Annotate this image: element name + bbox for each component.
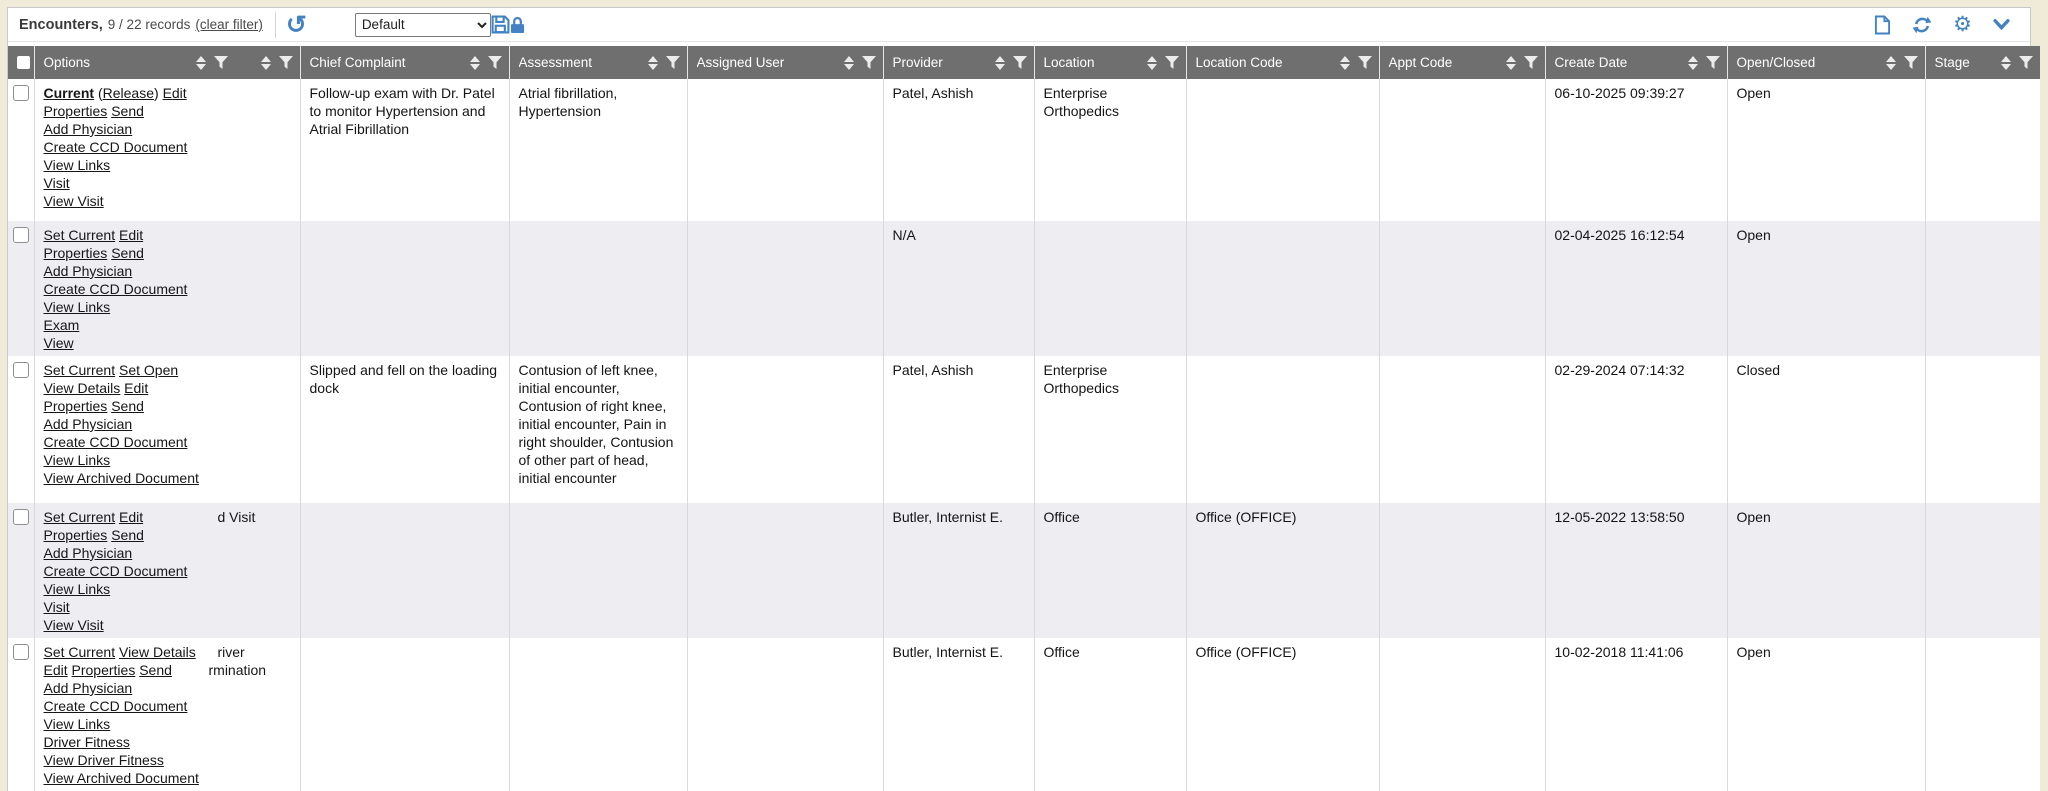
- clipped-text: river: [217, 644, 245, 660]
- cell-stage: [1925, 79, 2040, 221]
- header-inner-chief-complaint: [310, 55, 502, 70]
- sort-icon[interactable]: [1340, 56, 1350, 70]
- nav-prev-icon[interactable]: ‹: [307, 16, 325, 34]
- sort-up-arrow: [844, 56, 854, 62]
- options-line: [44, 616, 292, 634]
- sort-icon[interactable]: [1688, 56, 1698, 70]
- cell-checkbox: [8, 638, 34, 791]
- column-label: Options: [43, 55, 91, 70]
- sort-filter-group: [1340, 56, 1372, 70]
- sort-icon[interactable]: [1506, 56, 1516, 70]
- cell-checkbox: [8, 221, 34, 356]
- row-checkbox[interactable]: [13, 227, 29, 243]
- option-link-send[interactable]: Send: [111, 527, 144, 543]
- filter-icon[interactable]: [666, 56, 680, 69]
- select-all-header[interactable]: [8, 46, 34, 79]
- option-link-add-physician[interactable]: Add Physician: [43, 680, 133, 696]
- filter-icon[interactable]: [1013, 56, 1027, 69]
- sort-icon[interactable]: [844, 56, 854, 70]
- cell-options: [34, 79, 300, 221]
- cell-assigned-user: [687, 638, 883, 791]
- options-line: [44, 397, 292, 415]
- column-label: Location: [1043, 55, 1095, 70]
- sort-down-arrow: [196, 64, 206, 70]
- clipped-text: d Visit: [217, 509, 256, 525]
- cell-assigned-user: [687, 79, 883, 221]
- sort-down-arrow: [1147, 64, 1157, 70]
- cell-assessment: [509, 221, 687, 356]
- sort-filter-group: [1147, 56, 1179, 70]
- view-select[interactable]: [355, 13, 491, 37]
- option-link-view-links[interactable]: View Links: [43, 157, 111, 173]
- sort-filter-group: [470, 56, 502, 70]
- row-checkbox[interactable]: [13, 644, 29, 660]
- column-label: Assigned User: [696, 55, 785, 70]
- options-line: [44, 733, 292, 751]
- options-line: [44, 451, 292, 469]
- option-link-send[interactable]: Send: [111, 245, 144, 261]
- filter-icon[interactable]: [1165, 56, 1179, 69]
- lock-icon[interactable]: [510, 16, 525, 34]
- toolbar: [8, 8, 2030, 42]
- sort-down-arrow: [2001, 64, 2011, 70]
- sort-up-arrow: [995, 56, 1005, 62]
- column-label: Provider: [892, 55, 943, 70]
- option-link-properties[interactable]: Properties: [43, 527, 108, 543]
- option-link-edit[interactable]: Edit: [118, 227, 144, 243]
- cell-assessment: Atrial fibrillation, Hypertension: [509, 79, 687, 221]
- option-link-set-current[interactable]: Set Current: [43, 644, 116, 660]
- options-line: [44, 526, 292, 544]
- option-link-visit[interactable]: Visit: [43, 599, 70, 615]
- header-inner-create-date: [1555, 55, 1720, 70]
- sort-down-arrow: [261, 64, 271, 70]
- option-link-view-links[interactable]: View Links: [43, 581, 111, 597]
- header-inner-appt-code: [1389, 55, 1538, 70]
- cell-location-code: [1186, 221, 1379, 356]
- encounters-table: [8, 46, 2040, 791]
- cell-provider: Butler, Internist E.: [883, 638, 1034, 791]
- option-link-set-current[interactable]: Set Current: [43, 227, 116, 243]
- column-label: Appt Code: [1388, 55, 1453, 70]
- option-link-view-visit[interactable]: View Visit: [43, 617, 104, 633]
- option-link-driver-fitness[interactable]: Driver Fitness: [43, 734, 130, 750]
- cell-chief-complaint: [300, 638, 509, 791]
- sort-filter-group: [995, 56, 1027, 70]
- options-line: [44, 244, 292, 262]
- option-link-create-ccd-document[interactable]: Create CCD Document: [43, 139, 188, 155]
- options-line: [44, 697, 292, 715]
- header-inner-open-closed: [1737, 55, 1918, 70]
- options-line: [44, 298, 292, 316]
- option-link-create-ccd-document[interactable]: Create CCD Document: [43, 698, 188, 714]
- cell-stage: [1925, 356, 2040, 503]
- cell-location: Enterprise Orthopedics: [1034, 79, 1186, 221]
- chevron-down-icon[interactable]: [1993, 19, 2010, 30]
- option-link-send[interactable]: Send: [111, 398, 144, 414]
- sort-filter-group: [844, 56, 876, 70]
- sort-down-arrow: [995, 64, 1005, 70]
- option-link-add-physician[interactable]: Add Physician: [43, 416, 133, 432]
- header-row: [8, 46, 2040, 79]
- options-line: [44, 174, 292, 192]
- option-link-edit[interactable]: Edit: [43, 662, 68, 678]
- option-link-add-physician[interactable]: Add Physician: [43, 545, 133, 561]
- options-line: [44, 562, 292, 580]
- cell-chief-complaint: [300, 503, 509, 638]
- cell-provider: Butler, Internist E.: [883, 503, 1034, 638]
- nav-next-icon[interactable]: ›: [325, 16, 343, 34]
- header-inner-assessment: [519, 55, 680, 70]
- filter-icon[interactable]: [1904, 56, 1918, 69]
- column-header-options[interactable]: [34, 46, 300, 79]
- option-link-properties[interactable]: Properties: [71, 662, 136, 678]
- table-row: [8, 638, 2040, 791]
- page-title: Encounters,: [19, 16, 103, 33]
- options-line: [44, 138, 292, 156]
- option-link-release[interactable]: Release: [102, 85, 154, 101]
- encounters-panel: [7, 7, 2031, 791]
- header-inner-assigned-user: [697, 55, 876, 70]
- sort-filter-group: [1688, 56, 1720, 70]
- sort-up-arrow: [1147, 56, 1157, 62]
- cell-chief-complaint: Follow-up exam with Dr. Patel to monitor Hypertension and Atrial Fibrillation: [300, 79, 509, 221]
- cell-location-code: Office (OFFICE): [1186, 503, 1379, 638]
- sort-icon[interactable]: [1147, 56, 1157, 70]
- cell-assigned-user: [687, 356, 883, 503]
- filter-icon[interactable]: [2019, 56, 2033, 69]
- gear-icon[interactable]: ⚙: [1953, 12, 1972, 36]
- sort-up-arrow: [1886, 56, 1896, 62]
- sort-icon[interactable]: [261, 56, 271, 70]
- sort-down-arrow: [470, 64, 480, 70]
- option-link-view-links[interactable]: View Links: [43, 452, 111, 468]
- options-line: [44, 334, 292, 352]
- column-header-provider[interactable]: [883, 46, 1034, 79]
- sort-up-arrow: [648, 56, 658, 62]
- sort-icon[interactable]: [470, 56, 480, 70]
- row-checkbox[interactable]: [13, 85, 29, 101]
- sort-down-arrow: [1340, 64, 1350, 70]
- options-line: [44, 544, 292, 562]
- option-link-visit[interactable]: Visit: [43, 175, 70, 191]
- cell-checkbox: [8, 356, 34, 503]
- options-line: [44, 769, 292, 787]
- column-header-location[interactable]: [1034, 46, 1186, 79]
- option-link-create-ccd-document[interactable]: Create CCD Document: [43, 563, 188, 579]
- sort-filter-group: [2001, 56, 2033, 70]
- option-link-properties[interactable]: Properties: [43, 398, 108, 414]
- filter-icon[interactable]: [214, 56, 228, 69]
- cell-stage: [1925, 503, 2040, 638]
- options-line: [44, 598, 292, 616]
- select-all-checkbox[interactable]: [17, 56, 30, 69]
- option-link-view-visit[interactable]: View Visit: [43, 193, 104, 209]
- cell-create-date: 02-29-2024 07:14:32: [1545, 356, 1727, 503]
- sort-filter-group: [1886, 56, 1918, 70]
- cell-appt-code: [1379, 503, 1545, 638]
- sort-icon[interactable]: [1886, 56, 1896, 70]
- options-line: [44, 102, 292, 120]
- sort-filter-group: [648, 56, 680, 70]
- sort-up-arrow: [470, 56, 480, 62]
- toolbar-right-actions: [1874, 12, 2010, 36]
- options-line: [44, 433, 292, 451]
- sort-down-arrow: [648, 64, 658, 70]
- toolbar-divider: [275, 12, 276, 38]
- sort-filter-group: [196, 56, 228, 70]
- option-link-view-driver-fitness[interactable]: View Driver Fitness: [43, 752, 164, 768]
- option-link-set-current[interactable]: Set Current: [43, 509, 116, 525]
- cell-location-code: [1186, 356, 1379, 503]
- column-label: Stage: [1934, 55, 1970, 70]
- cell-chief-complaint: [300, 221, 509, 356]
- options-line: [44, 415, 292, 433]
- column-header-chief-complaint[interactable]: [300, 46, 509, 79]
- cell-create-date: 10-02-2018 11:41:06: [1545, 638, 1727, 791]
- header-inner-location-code: [1196, 55, 1372, 70]
- option-link-view-links[interactable]: View Links: [43, 716, 111, 732]
- option-link-properties[interactable]: Properties: [43, 245, 108, 261]
- sort-filter-group: [261, 56, 293, 70]
- header-inner-stage: [1935, 55, 2034, 70]
- column-header-assigned-user[interactable]: [687, 46, 883, 79]
- cell-location: Office: [1034, 638, 1186, 791]
- options-line: [44, 361, 292, 379]
- sort-up-arrow: [1688, 56, 1698, 62]
- cell-create-date: 12-05-2022 13:58:50: [1545, 503, 1727, 638]
- sort-icon[interactable]: [2001, 56, 2011, 70]
- header-inner-location: [1044, 55, 1179, 70]
- options-line: [44, 156, 292, 174]
- table-row: [8, 503, 2040, 638]
- filter-icon[interactable]: [1358, 56, 1372, 69]
- column-label: Chief Complaint: [309, 55, 406, 70]
- option-link-view-archived-document[interactable]: View Archived Document: [43, 770, 199, 786]
- option-link-view[interactable]: View: [43, 335, 74, 351]
- options-line: [44, 679, 292, 697]
- clipped-text: rmination: [208, 662, 267, 678]
- options-line: [44, 643, 292, 661]
- options-line: [44, 120, 292, 138]
- sort-up-arrow: [1340, 56, 1350, 62]
- options-line: [44, 262, 292, 280]
- option-link-view-details[interactable]: View Details: [43, 380, 121, 396]
- options-line: Current (Release) Edit: [43, 85, 187, 101]
- cell-open-closed: Open: [1727, 221, 1925, 356]
- cell-assessment: [509, 638, 687, 791]
- option-link-edit[interactable]: Edit: [162, 85, 187, 101]
- cell-location-code: [1186, 79, 1379, 221]
- options-line: [44, 379, 292, 397]
- cell-open-closed: Open: [1727, 503, 1925, 638]
- column-header-appt-code[interactable]: [1379, 46, 1545, 79]
- column-header-open-closed[interactable]: [1727, 46, 1925, 79]
- option-link-add-physician[interactable]: Add Physician: [43, 263, 133, 279]
- table-row: [8, 79, 2040, 221]
- filter-icon[interactable]: [488, 56, 502, 69]
- header-inner-options: [44, 55, 293, 70]
- option-link-edit[interactable]: Edit: [124, 380, 149, 396]
- column-label: Location Code: [1195, 55, 1283, 70]
- cell-appt-code: [1379, 221, 1545, 356]
- cell-stage: [1925, 221, 2040, 356]
- grid-wrap: [8, 46, 2030, 791]
- table-row: [8, 221, 2040, 356]
- save-view-icon[interactable]: [491, 15, 510, 34]
- options-line: [44, 280, 292, 298]
- column-header-create-date[interactable]: [1545, 46, 1727, 79]
- options-line: [44, 316, 292, 334]
- clear-filter-link[interactable]: (clear filter): [195, 17, 263, 32]
- cell-location-code: Office (OFFICE): [1186, 638, 1379, 791]
- cell-provider: N/A: [883, 221, 1034, 356]
- cell-create-date: 02-04-2025 16:12:54: [1545, 221, 1727, 356]
- refresh-icon[interactable]: [1912, 15, 1932, 35]
- cell-open-closed: Open: [1727, 79, 1925, 221]
- sort-icon[interactable]: [196, 56, 206, 70]
- sort-filter-group: [1506, 56, 1538, 70]
- options-line: [44, 226, 292, 244]
- column-header-stage[interactable]: [1925, 46, 2040, 79]
- option-link-create-ccd-document[interactable]: Create CCD Document: [43, 281, 188, 297]
- cell-provider: Patel, Ashish: [883, 356, 1034, 503]
- filter-icon[interactable]: [1524, 56, 1538, 69]
- option-link-view-archived-document[interactable]: View Archived Document: [43, 470, 199, 486]
- option-link-set-open[interactable]: Set Open: [118, 362, 179, 378]
- filter-icon[interactable]: [862, 56, 876, 69]
- cell-location: Enterprise Orthopedics: [1034, 356, 1186, 503]
- options-line: [44, 469, 292, 487]
- cell-create-date: 06-10-2025 09:39:27: [1545, 79, 1727, 221]
- cell-assigned-user: [687, 221, 883, 356]
- options-line: [44, 192, 292, 210]
- option-link-set-current[interactable]: Set Current: [43, 362, 116, 378]
- cell-options: [34, 503, 300, 638]
- sort-up-arrow: [196, 56, 206, 62]
- undo-icon[interactable]: ↺: [285, 10, 307, 39]
- cell-appt-code: [1379, 356, 1545, 503]
- options-line: [44, 580, 292, 598]
- cell-provider: Patel, Ashish: [883, 79, 1034, 221]
- cell-options: [34, 221, 300, 356]
- option-link-add-physician[interactable]: Add Physician: [43, 121, 133, 137]
- column-header-location-code[interactable]: [1186, 46, 1379, 79]
- cell-appt-code: [1379, 638, 1545, 791]
- option-link-current[interactable]: Current: [43, 85, 95, 101]
- cell-checkbox: [8, 503, 34, 638]
- column-header-assessment[interactable]: [509, 46, 687, 79]
- table-row: [8, 356, 2040, 503]
- option-link-edit[interactable]: Edit: [118, 509, 144, 525]
- header-inner-provider: [893, 55, 1027, 70]
- cell-open-closed: Open: [1727, 638, 1925, 791]
- option-link-properties[interactable]: Properties: [43, 103, 108, 119]
- option-link-view-details[interactable]: View Details: [118, 644, 196, 660]
- sort-icon[interactable]: [648, 56, 658, 70]
- option-link-send[interactable]: Send: [139, 662, 172, 678]
- cell-chief-complaint: Slipped and fell on the loading dock: [300, 356, 509, 503]
- column-label: Open/Closed: [1736, 55, 1816, 70]
- cell-open-closed: Closed: [1727, 356, 1925, 503]
- cell-assessment: [509, 503, 687, 638]
- cell-assessment: Contusion of left knee, initial encounter, Contusion of right knee, initial encounter, Pain in right shoulder, Contusion of other part of head, initial encounter: [509, 356, 687, 503]
- records-count: 9 / 22 records: [107, 17, 191, 32]
- cell-options: [34, 356, 300, 503]
- cell-stage: [1925, 638, 2040, 791]
- options-line: [44, 715, 292, 733]
- option-link-exam[interactable]: Exam: [43, 317, 80, 333]
- option-link-view-links[interactable]: View Links: [43, 299, 111, 315]
- sort-down-arrow: [844, 64, 854, 70]
- column-label: Create Date: [1554, 55, 1628, 70]
- sort-up-arrow: [261, 56, 271, 62]
- cell-appt-code: [1379, 79, 1545, 221]
- cell-assigned-user: [687, 503, 883, 638]
- sort-up-arrow: [2001, 56, 2011, 62]
- sort-down-arrow: [1506, 64, 1516, 70]
- column-label: Assessment: [518, 55, 593, 70]
- row-checkbox[interactable]: [13, 509, 29, 525]
- option-link-send[interactable]: Send: [111, 103, 144, 119]
- cell-location: [1034, 221, 1186, 356]
- cell-location: Office: [1034, 503, 1186, 638]
- cell-options: [34, 638, 300, 791]
- new-document-icon[interactable]: [1874, 15, 1891, 35]
- option-link-create-ccd-document[interactable]: Create CCD Document: [43, 434, 188, 450]
- sort-icon[interactable]: [995, 56, 1005, 70]
- sort-down-arrow: [1688, 64, 1698, 70]
- sort-up-arrow: [1506, 56, 1516, 62]
- filter-icon[interactable]: [1706, 56, 1720, 69]
- row-checkbox[interactable]: [13, 362, 29, 378]
- sort-down-arrow: [1886, 64, 1896, 70]
- cell-checkbox: [8, 79, 34, 221]
- filter-icon[interactable]: [279, 56, 293, 69]
- options-line: [44, 751, 292, 769]
